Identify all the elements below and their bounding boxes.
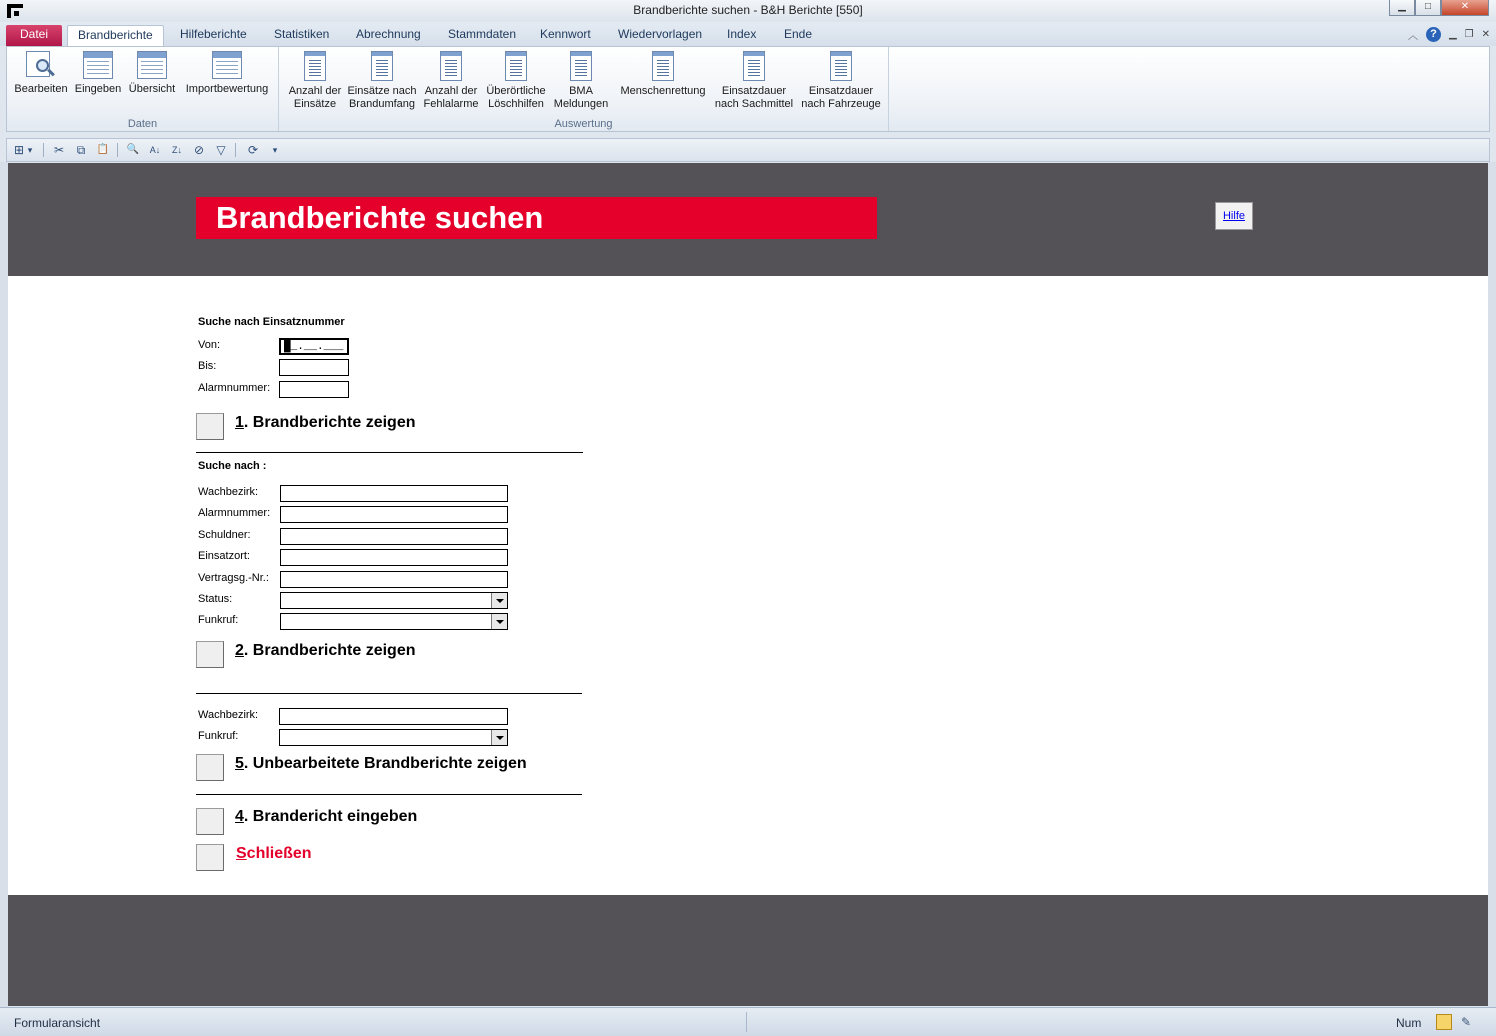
report-icon — [830, 51, 852, 81]
accelerator-key: 2 — [235, 642, 244, 659]
brandbericht-eingeben-button[interactable] — [196, 808, 224, 835]
sachmittel-label-1: Einsatzdauer — [721, 85, 787, 97]
tab-statistiken[interactable]: Statistiken — [274, 27, 330, 41]
customize-toolbar-icon[interactable]: ▾ — [272, 145, 278, 155]
divider — [196, 693, 582, 694]
tab-stammdaten[interactable]: Stammdaten — [448, 27, 517, 41]
unbearbeitete-zeigen-label[interactable] — [235, 755, 527, 773]
brandumfang-label-1: Einsätze nach — [347, 85, 417, 97]
collapse-ribbon-icon[interactable]: ︿ — [1407, 30, 1418, 42]
brandbericht-eingeben-label[interactable] — [235, 808, 417, 826]
sort-descending-icon[interactable]: Z↓ — [172, 145, 182, 155]
section-einsatznummer-heading: Suche nach Einsatznummer — [198, 316, 345, 328]
accelerator-key: S — [236, 845, 247, 862]
button-text: chließen — [246, 845, 312, 862]
tab-abrechnung[interactable]: Abrechnung — [356, 27, 421, 41]
search-document-icon — [26, 51, 56, 79]
tab-wiedervorlagen[interactable]: Wiedervorlagen — [618, 27, 703, 41]
doc-restore-icon[interactable]: ❐ — [1464, 28, 1474, 40]
form-detail — [8, 276, 1488, 895]
window-title: Brandberichte suchen - B&H Berichte [550] — [633, 3, 863, 17]
design-view-icon[interactable]: ✎ — [1460, 1015, 1472, 1029]
divider — [196, 794, 582, 795]
ribbon-panel — [6, 46, 1490, 132]
funkruf-label: Funkruf: — [198, 730, 239, 742]
report-icon — [371, 51, 393, 81]
bma-meldungen-button[interactable] — [549, 51, 613, 111]
brandberichte-zeigen-1-label[interactable] — [235, 414, 416, 432]
form-frame-left — [0, 162, 8, 1007]
status-bar — [0, 1007, 1496, 1036]
ribbon-group-auswertung — [279, 47, 889, 131]
eingeben-label: Eingeben — [74, 83, 122, 95]
funkruf-unbearbeitet-select[interactable] — [279, 729, 508, 746]
von-input[interactable]: █_.__.___ — [279, 338, 349, 355]
schuldner-label: Schuldner: — [198, 529, 251, 541]
toolbar-separator — [117, 143, 118, 157]
status-separator — [746, 1012, 747, 1032]
wachbezirk-label: Wachbezirk: — [198, 709, 259, 721]
report-icon — [440, 51, 462, 81]
report-icon — [652, 51, 674, 81]
vertragsgeber-nr-label: Vertragsg.-Nr.: — [198, 572, 269, 584]
report-icon — [570, 51, 592, 81]
brandberichte-zeigen-2-button[interactable] — [196, 641, 224, 668]
einsatzort-input[interactable] — [280, 549, 508, 566]
fahrzeuge-label-2: nach Fahrzeuge — [801, 98, 881, 110]
eingeben-button[interactable] — [71, 51, 125, 96]
overview-table-icon — [137, 51, 167, 79]
einsatzdauer-fahrzeuge-button[interactable] — [797, 51, 885, 111]
bma-label-1: BMA — [569, 85, 593, 97]
brandumfang-label-2: Brandumfang — [348, 98, 416, 110]
alarmnummer-label: Alarmnummer: — [198, 507, 271, 519]
einsatzort-label: Einsatzort: — [198, 550, 250, 562]
alarmnummer-input[interactable] — [279, 381, 349, 398]
schliessen-button[interactable] — [196, 844, 224, 871]
copy-icon[interactable]: ⧉ — [76, 143, 86, 157]
doc-minimize-icon[interactable]: ▁ — [1448, 28, 1457, 40]
ribbon-group-auswertung-label: Auswertung — [554, 118, 613, 130]
quick-toolbar — [6, 138, 1490, 162]
button-text: . Unbearbeitete Brandberichte zeigen — [243, 755, 527, 772]
minimize-button[interactable]: ▁ — [1389, 0, 1415, 16]
alarmnummer-search-input[interactable] — [280, 506, 508, 523]
anzahl-einsaetze-label-1: Anzahl der — [288, 85, 342, 97]
report-icon — [743, 51, 765, 81]
fehlalarme-button[interactable] — [419, 51, 483, 111]
view-icon[interactable]: ⊞ — [13, 143, 25, 157]
importbewertung-button[interactable] — [179, 51, 275, 96]
bma-label-2: Meldungen — [553, 98, 609, 110]
funkruf-label: Funkruf: — [198, 614, 239, 626]
bis-label: Bis: — [198, 360, 217, 372]
tab-brandberichte[interactable]: Brandberichte — [67, 25, 164, 46]
menschenrettung-button[interactable] — [615, 51, 711, 98]
tab-kennwort[interactable]: Kennwort — [540, 27, 591, 41]
brandberichte-zeigen-2-label[interactable] — [235, 642, 416, 660]
doc-close-icon[interactable]: ✕ — [1481, 28, 1490, 40]
status-select[interactable] — [280, 592, 508, 609]
filter-icon[interactable]: ▽ — [216, 143, 226, 157]
von-label: Von: — [198, 339, 221, 351]
wachbezirk-label: Wachbezirk: — [198, 486, 259, 498]
wachbezirk-unbearbeitet-input[interactable] — [279, 708, 508, 725]
accelerator-key: 5 — [235, 755, 244, 772]
form-table-icon — [83, 51, 113, 79]
uebersicht-button[interactable] — [125, 51, 179, 96]
chevron-down-icon[interactable] — [491, 730, 507, 745]
ribbon-tab-bar — [0, 22, 1496, 46]
schliessen-label[interactable] — [236, 845, 312, 863]
report-icon — [505, 51, 527, 81]
status-label: Status: — [198, 593, 233, 605]
view-mode-text: Formularansicht — [14, 1016, 101, 1030]
form-frame-right — [1488, 162, 1496, 1007]
fehlalarme-label-1: Anzahl der — [424, 85, 478, 97]
bearbeiten-button[interactable] — [11, 51, 71, 96]
uebersicht-label: Übersicht — [128, 83, 176, 95]
button-text: . Brandberichte zeigen — [243, 414, 416, 431]
form-view-icon[interactable] — [1436, 1014, 1452, 1030]
maximize-button[interactable]: □ — [1415, 0, 1441, 16]
report-icon — [304, 51, 326, 81]
form-title: Brandberichte suchen — [196, 197, 877, 239]
num-lock-indicator: Num — [1396, 1016, 1422, 1030]
button-text: . Brandberichte zeigen — [243, 642, 416, 659]
close-window-button[interactable]: ✕ — [1441, 0, 1489, 16]
fehlalarme-label-2: Fehlalarme — [423, 98, 479, 110]
view-dropdown-icon[interactable]: ▾ — [27, 145, 33, 155]
chevron-down-icon[interactable] — [491, 614, 507, 629]
refresh-icon[interactable]: ⟳ — [247, 143, 259, 157]
menschenrettung-label: Menschenrettung — [620, 85, 706, 97]
loeschhilfen-button[interactable] — [483, 51, 549, 111]
einsatzdauer-sachmittel-button[interactable] — [711, 51, 797, 111]
wachbezirk-input[interactable] — [280, 485, 508, 502]
import-table-icon — [212, 51, 242, 79]
help-icon[interactable]: ? — [1426, 27, 1441, 42]
fahrzeuge-label-1: Einsatzdauer — [808, 85, 874, 97]
button-text: . Brandericht eingeben — [243, 808, 418, 825]
schuldner-input[interactable] — [280, 528, 508, 545]
loeschhilfen-label-2: Löschhilfen — [488, 98, 544, 110]
vertragsgeber-nr-input[interactable] — [280, 571, 508, 588]
tab-ende[interactable]: Ende — [784, 27, 813, 41]
funkruf-select[interactable] — [280, 613, 508, 630]
toolbar-separator — [43, 143, 44, 157]
bearbeiten-label: Bearbeiten — [14, 83, 68, 95]
chevron-down-icon[interactable] — [491, 593, 507, 608]
tab-datei[interactable]: Datei — [6, 25, 62, 46]
unbearbeitete-zeigen-button[interactable] — [196, 754, 224, 781]
cut-icon[interactable]: ✂ — [53, 143, 65, 157]
sort-ascending-icon[interactable]: A↓ — [149, 145, 161, 155]
toolbar-separator — [235, 143, 236, 157]
alarmnummer-label: Alarmnummer: — [198, 382, 271, 394]
divider — [196, 452, 583, 453]
form-footer — [8, 895, 1488, 1006]
remove-filter-icon[interactable]: ⊘ — [193, 143, 205, 157]
ribbon-group-daten-label: Daten — [127, 118, 158, 130]
anzahl-einsaetze-button[interactable] — [285, 51, 345, 111]
einsaetze-brandumfang-button[interactable] — [345, 51, 419, 111]
loeschhilfen-label-1: Überörtliche — [486, 85, 546, 97]
brandberichte-zeigen-1-button[interactable] — [196, 413, 224, 440]
accelerator-key: 1 — [235, 414, 244, 431]
ribbon-right-controls — [1408, 26, 1490, 42]
ribbon-group-daten — [7, 47, 279, 131]
sachmittel-label-2: nach Sachmittel — [714, 98, 794, 110]
paste-icon[interactable]: 📋 — [96, 144, 110, 155]
hilfe-button[interactable]: Hilfe — [1215, 202, 1253, 230]
anzahl-einsaetze-label-2: Einsätze — [293, 98, 337, 110]
importbewertung-label: Importbewertung — [185, 83, 269, 95]
find-icon[interactable]: 🔍 — [126, 144, 140, 155]
tab-hilfeberichte[interactable]: Hilfeberichte — [180, 27, 247, 41]
tab-index[interactable]: Index — [727, 27, 757, 41]
title-bar — [0, 0, 1496, 22]
bis-input[interactable] — [279, 359, 349, 376]
section-suche-nach-heading: Suche nach : — [198, 460, 267, 472]
accelerator-key: 4 — [235, 808, 244, 825]
